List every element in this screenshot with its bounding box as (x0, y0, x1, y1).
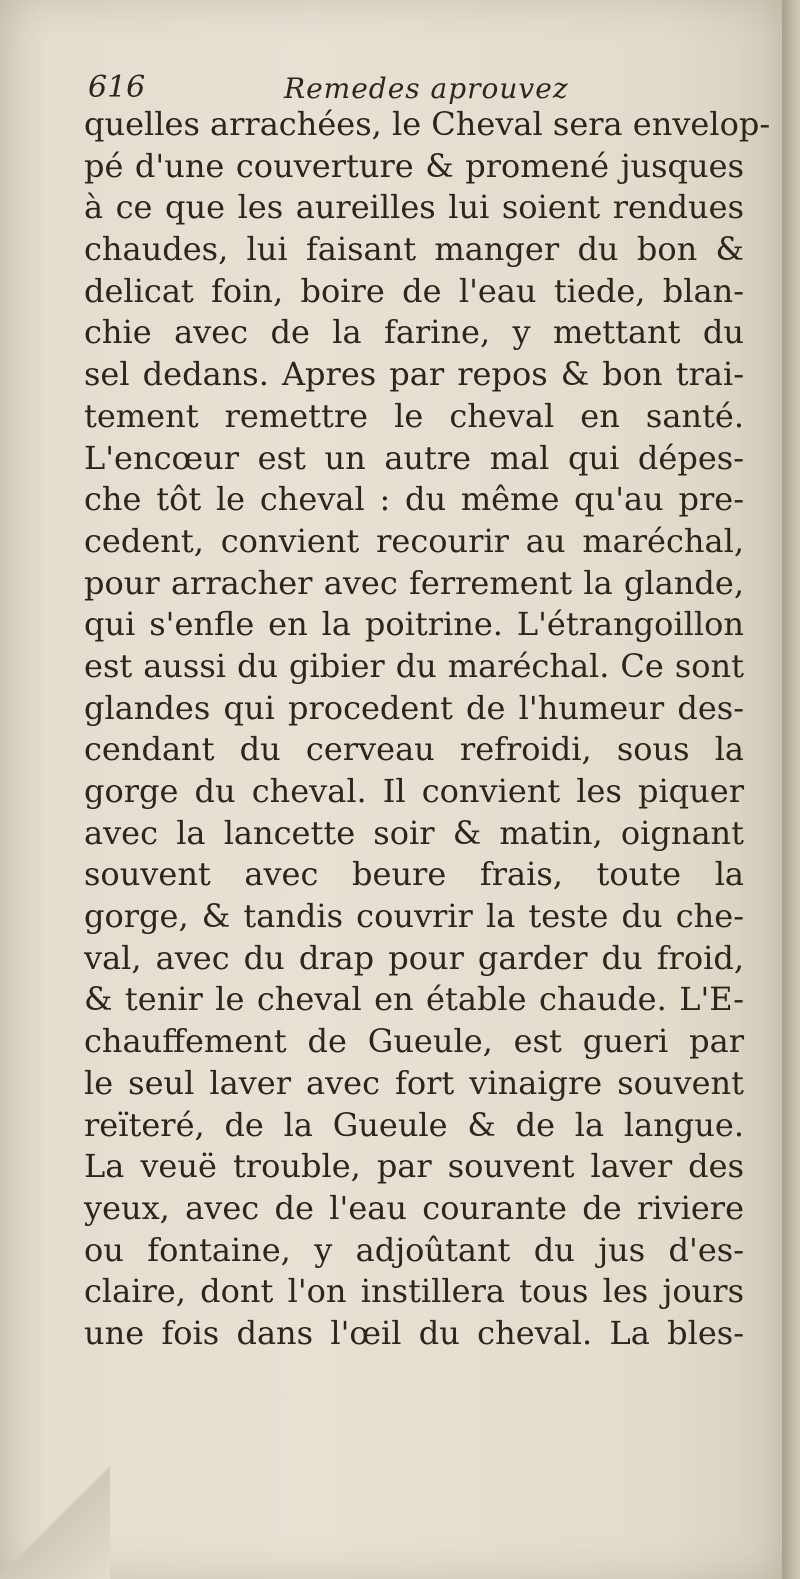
text-line: gorge du cheval. Il convient les piquer (84, 772, 744, 810)
page-edge (782, 0, 800, 1579)
text-line: chie avec de la farine, y mettant du (84, 313, 744, 352)
text-line: pé d'une couverture & promené jusques (84, 146, 744, 185)
text-line: reïteré, de la Gueule & de la langue. (84, 1105, 744, 1144)
text-line: val, avec du drap pour garder du froid, (84, 938, 744, 977)
text-line: & tenir le cheval en étable chaude. L'E- (84, 980, 744, 1019)
text-line: yeux, avec de l'eau courante de riviere (84, 1188, 744, 1227)
text-line: delicat foin, boire de l'eau tiede, blan- (84, 271, 744, 310)
text-line: est aussi du gibier du maréchal. Ce sont (84, 646, 744, 685)
text-line: à ce que les aureilles lui soient rendues (84, 188, 744, 227)
text-line: ou fontaine, y adjoûtant du jus d'es- (84, 1230, 744, 1269)
text-line: qui s'enfle en la poitrine. L'étrangoillon (84, 605, 744, 644)
running-head: Remedes aprouvez (284, 72, 569, 105)
text-line: cedent, convient recourir au maréchal, (84, 521, 744, 560)
text-line: che tôt le cheval : du même qu'au pre- (84, 480, 744, 519)
body-text (84, 104, 771, 1355)
text-line: chauffement de Gueule, est gueri par (84, 1022, 744, 1061)
text-line: La veuë trouble, par souvent laver des (84, 1147, 744, 1186)
text-line: L'encœur est un autre mal qui dépes- (84, 438, 744, 477)
text-line: cendant du cerveau refroidi, sous la (84, 730, 744, 769)
text-line: une fois dans l'œil du cheval. La bles- (84, 1313, 744, 1352)
text-line: quelles arrachées, le Cheval sera envelop- (84, 105, 771, 143)
text-line: chaudes, lui faisant manger du bon & (84, 230, 744, 269)
text-line: pour arracher avec ferrement la glande, (84, 563, 744, 602)
page-header (88, 64, 748, 108)
text-line: tement remettre le cheval en santé. (84, 396, 744, 435)
text-line: souvent avec beure frais, toute la (84, 855, 744, 894)
text-line: sel dedans. Apres par repos & bon trai- (84, 355, 744, 394)
page-corner-fold (0, 1459, 110, 1579)
text-line: claire, dont l'on instillera tous les jours (84, 1272, 744, 1311)
text-line: gorge, & tandis couvrir la teste du che- (84, 897, 744, 936)
page-number: 616 (88, 70, 146, 105)
text-line: glandes qui procedent de l'humeur des- (84, 688, 744, 727)
text-line: le seul laver avec fort vinaigre souvent (84, 1063, 744, 1102)
text-line: avec la lancette soir & matin, oignant (84, 813, 744, 852)
